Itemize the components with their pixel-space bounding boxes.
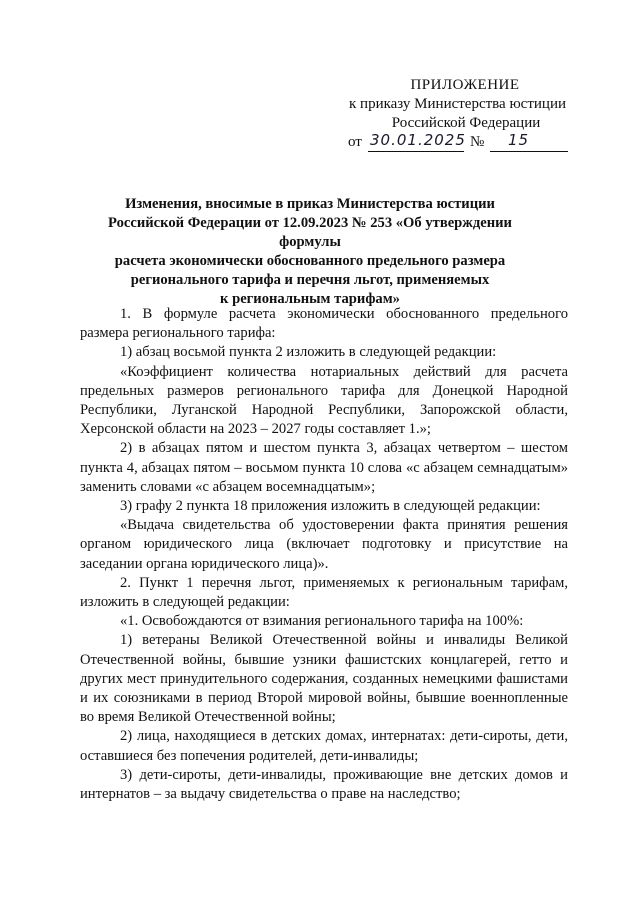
paragraph: 1) ветераны Великой Отечественной войны и инвалиды Великой Отечественной войны, бывшие узники фашистских концлагерей, гетто и других мест принудительного содержания, созданных немецкими фашистами и их союзниками в период Второй мировой войны, бывшие военнопленные во время Великой Отечественной войны; <box>80 632 568 726</box>
paragraph: «Коэффициент количества нотариальных действий для расчета предельных размеров регионального тарифа для Донецкой Народной Республики, Луганской Народной Республики, Запорожской области, Херсонской области на 2023 – 2027 годы составляет 1.»; <box>80 363 568 438</box>
appendix-block <box>330 76 580 153</box>
paragraph: 1) абзац восьмой пункта 2 изложить в следующей редакции: <box>120 344 497 361</box>
order-date-number-line <box>330 133 580 153</box>
document-body <box>80 305 568 804</box>
heading-line: Изменения, вносимые в приказ Министерства юстиции <box>125 196 495 212</box>
heading-line: регионального тарифа и перечня льгот, применяемых <box>130 272 490 288</box>
paragraph: 1. В формуле расчета экономически обоснованного предельного размера регионального тарифа: <box>80 306 568 342</box>
appendix-title: ПРИЛОЖЕНИЕ <box>410 77 520 93</box>
handwritten-date: 30.01.2025 <box>370 131 466 149</box>
heading-line: расчета экономически обоснованного предельного размера <box>114 253 506 269</box>
from-label: от <box>348 134 362 150</box>
number-label: № <box>470 134 485 150</box>
number-underline <box>490 151 568 152</box>
heading-line: Российской Федерации от 12.09.2023 № 253 «Об утверждении формулы <box>108 215 512 250</box>
date-underline <box>368 151 464 152</box>
appendix-line-1: к приказу Министерства юстиции <box>349 96 566 112</box>
paragraph: «1. Освобождаются от взимания регионального тарифа на 100%: <box>120 613 524 630</box>
heading-line: к региональным тарифам» <box>220 291 400 307</box>
paragraph: 2) лица, находящиеся в детских домах, интернатах: дети-сироты, дети, оставшиеся без попечения родителей, дети-инвалиды; <box>80 728 568 764</box>
paragraph: 3) графу 2 пункта 18 приложения изложить в следующей редакции: <box>120 498 541 515</box>
appendix-line-2: Российской Федерации <box>391 115 541 131</box>
paragraph: «Выдача свидетельства об удостоверении факта принятия решения органом юридического лица (включает подготовку и присутствие на заседании органа юридического лица)». <box>80 517 568 572</box>
handwritten-number: 15 <box>508 131 530 149</box>
paragraph: 2. Пункт 1 перечня льгот, применяемых к региональным тарифам, изложить в следующей редакции: <box>80 574 568 611</box>
paragraph: 3) дети-сироты, дети-инвалиды, проживающие вне детских домов и интернатов – за выдачу свидетельства о праве на наследство; <box>80 766 568 803</box>
paragraph: 2) в абзацах пятом и шестом пункта 3, абзацах четвертом – шестом пункта 4, абзацах пятом – восьмом пункта 10 слова «с абзацем семнадцатым» заменить словами «с абзацем восемнадцатым»; <box>80 440 568 495</box>
document-heading <box>80 195 540 309</box>
